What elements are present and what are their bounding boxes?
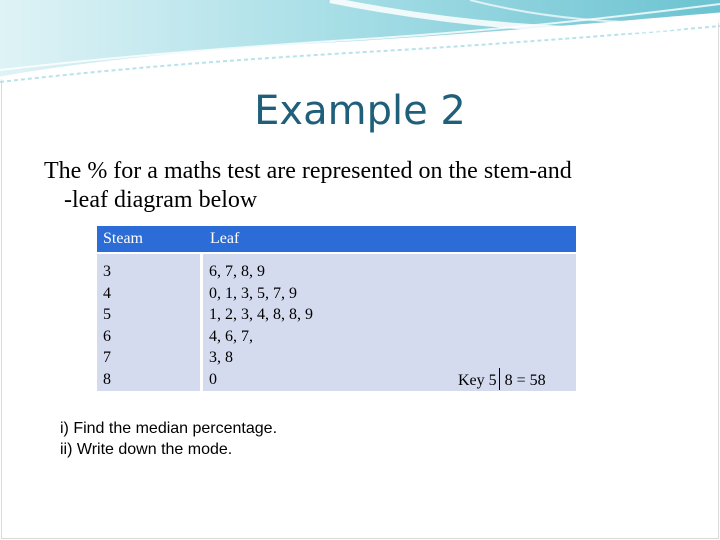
stem-cell: 6: [103, 327, 111, 345]
leaf-cell: 0, 1, 3, 5, 7, 9: [209, 284, 297, 302]
stem-cell: 5: [103, 306, 111, 324]
key-prefix: Key 5: [458, 372, 497, 389]
key-legend: [458, 368, 546, 390]
stem-cell: 3: [103, 263, 111, 280]
stem-values: [103, 261, 111, 391]
stem-cell: 7: [103, 349, 111, 367]
key-divider: [499, 368, 500, 390]
leaf-cell: 0: [209, 370, 217, 388]
leaf-values: [209, 261, 313, 391]
leaf-cell: 1, 2, 3, 4, 8, 8, 9: [209, 306, 313, 324]
decorative-banner: [0, 0, 720, 84]
header-leaf: Leaf: [210, 230, 240, 247]
stem-cell: 8: [103, 370, 111, 388]
intro-line-1: The % for a maths test are represented on the stem-and: [44, 158, 572, 184]
key-suffix: 8 = 58: [504, 372, 546, 389]
leaf-cell: 6, 7, 8, 9: [209, 263, 265, 280]
leaf-cell: 4, 6, 7,: [209, 327, 253, 345]
intro-text: [44, 157, 704, 215]
question-1: i) Find the median percentage.: [60, 420, 278, 437]
intro-line-2: -leaf diagram below: [64, 187, 258, 213]
questions: [60, 418, 277, 460]
question-2: ii) Write down the mode.: [60, 441, 233, 458]
stem-cell: 4: [103, 284, 111, 302]
stem-column: [97, 254, 200, 391]
leaf-cell: 3, 8: [209, 349, 233, 367]
stem-leaf-table: [97, 226, 576, 391]
table-header: [97, 226, 576, 252]
header-stem: Steam: [103, 230, 143, 247]
slide-title: Example 2: [254, 88, 466, 134]
